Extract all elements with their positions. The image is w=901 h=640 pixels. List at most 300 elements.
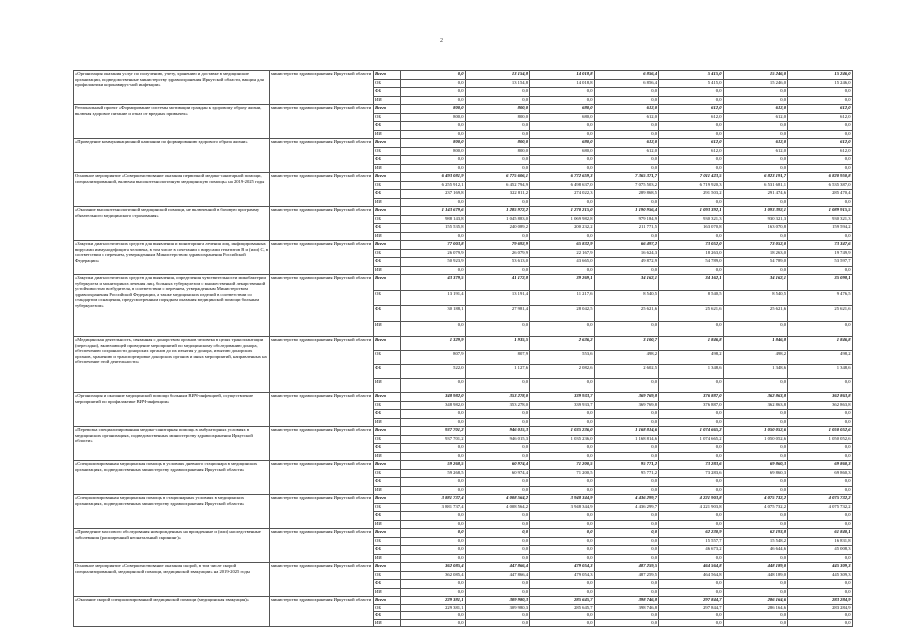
amount-cell: 0,0: [530, 122, 595, 131]
amount-cell: 13 154,8: [465, 79, 530, 88]
amount-cell: 0,0: [788, 164, 853, 173]
amount-cell: 1 935,5: [465, 337, 530, 351]
amount-cell: 69 860,3: [723, 461, 788, 470]
amount-cell: 612,0: [788, 105, 853, 114]
amount-cell: 0,0: [788, 156, 853, 165]
amount-cell: 612,0: [788, 139, 853, 148]
amount-cell: 0,0: [401, 156, 466, 165]
funding-source-cell: ИИ: [374, 379, 401, 393]
amount-cell: 0,0: [723, 554, 788, 563]
amount-cell: 800,0: [465, 139, 530, 148]
amount-cell: 0,0: [530, 266, 595, 275]
amount-cell: 285 470,4: [788, 190, 853, 199]
amount-cell: 0,0: [659, 486, 724, 495]
table-row: [74, 207, 853, 216]
amount-cell: 6 772 659,3: [530, 173, 595, 182]
amount-cell: 0,0: [530, 198, 595, 207]
amount-cell: 1 050 052,6: [723, 435, 788, 444]
amount-cell: 0,0: [659, 452, 724, 461]
amount-cell: 6 493 081,9: [401, 173, 466, 182]
amount-cell: 71 200,5: [530, 461, 595, 470]
amount-cell: 369 769,8: [594, 401, 659, 410]
amount-cell: 0,0: [401, 379, 466, 393]
amount-cell: 18 263,0: [723, 249, 788, 258]
amount-cell: 0,0: [788, 379, 853, 393]
amount-cell: 4 008 564,2: [465, 495, 530, 504]
amount-cell: 0,0: [465, 88, 530, 97]
funding-source-cell: ИИ: [374, 520, 401, 529]
amount-cell: 800,0: [401, 113, 466, 122]
amount-cell: 53 613,0: [465, 258, 530, 267]
amount-cell: 0,0: [788, 554, 853, 563]
amount-cell: 1 143 679,6: [401, 207, 466, 216]
amount-cell: 297 844,7: [659, 604, 724, 612]
amount-cell: 14 018,8: [530, 79, 595, 88]
amount-cell: 0,0: [659, 88, 724, 97]
table-row: [74, 461, 853, 470]
amount-cell: 362 863,8: [788, 401, 853, 410]
amount-cell: 8 540,5: [659, 290, 724, 306]
amount-cell: 612,0: [659, 147, 724, 156]
funding-source-cell: Всего: [374, 71, 401, 80]
amount-cell: 34 162,1: [659, 275, 724, 291]
executor-cell: министерство здравоохранения Иркутской области: [270, 597, 374, 627]
amount-cell: 487 259,5: [594, 571, 659, 580]
amount-cell: 285 645,7: [530, 597, 595, 605]
amount-cell: 0,0: [723, 418, 788, 427]
amount-cell: 0,0: [530, 537, 595, 546]
amount-cell: 0,0: [465, 486, 530, 495]
amount-cell: 1 050 052,6: [788, 427, 853, 436]
amount-cell: 0,0: [530, 478, 595, 487]
amount-cell: 0,0: [401, 619, 466, 627]
amount-cell: 77 003,8: [401, 241, 466, 250]
amount-cell: 612,0: [788, 113, 853, 122]
amount-cell: 16 831,8: [788, 537, 853, 546]
amount-cell: 69 860,3: [788, 469, 853, 478]
amount-cell: 73 347,6: [788, 241, 853, 250]
amount-cell: 0,0: [401, 122, 466, 131]
amount-cell: 0,0: [723, 130, 788, 139]
amount-cell: 0,0: [723, 379, 788, 393]
amount-cell: 0,0: [723, 232, 788, 241]
amount-cell: 612,0: [788, 147, 853, 156]
amount-cell: 0,0: [401, 444, 466, 453]
funding-source-cell: ФБ: [374, 88, 401, 97]
funding-source-cell: ИИ: [374, 619, 401, 627]
amount-cell: 309 980,3: [465, 604, 530, 612]
amount-cell: 0,0: [401, 588, 466, 597]
amount-cell: 0,0: [465, 321, 530, 337]
amount-cell: 73 052,0: [659, 241, 724, 250]
amount-cell: 447 866,4: [465, 571, 530, 580]
amount-cell: 27 981,4: [465, 306, 530, 322]
amount-cell: 240 089,2: [465, 224, 530, 233]
amount-cell: 0,0: [465, 529, 530, 538]
amount-cell: 937 701,2: [401, 435, 466, 444]
amount-cell: 0,0: [401, 529, 466, 538]
amount-cell: 0,0: [465, 198, 530, 207]
amount-cell: 286 164,6: [723, 604, 788, 612]
amount-cell: 498,2: [594, 351, 659, 365]
amount-cell: 0,0: [594, 452, 659, 461]
amount-cell: 1 168 814,6: [594, 427, 659, 436]
amount-cell: 800,0: [401, 139, 466, 148]
amount-cell: 0,0: [659, 122, 724, 131]
amount-cell: 0,0: [401, 130, 466, 139]
amount-cell: 8 540,5: [594, 290, 659, 306]
amount-cell: 0,0: [594, 266, 659, 275]
amount-cell: 25 621,6: [723, 306, 788, 322]
amount-cell: 487 259,5: [594, 563, 659, 572]
amount-cell: 0,0: [465, 156, 530, 165]
table-row: [74, 563, 853, 572]
amount-cell: 0,0: [465, 96, 530, 105]
amount-cell: 60 974,4: [465, 469, 530, 478]
funding-source-cell: Всего: [374, 427, 401, 436]
funding-source-cell: ФБ: [374, 478, 401, 487]
amount-cell: 0,0: [530, 612, 595, 620]
amount-cell: 2 636,2: [530, 337, 595, 351]
funding-table: [73, 70, 853, 627]
amount-cell: 0,0: [723, 198, 788, 207]
amount-cell: 362 085,4: [401, 571, 466, 580]
amount-cell: 807,9: [465, 351, 530, 365]
amount-cell: 612,0: [723, 105, 788, 114]
amount-cell: 362 085,4: [401, 563, 466, 572]
amount-cell: 0,0: [465, 619, 530, 627]
amount-cell: 0,0: [401, 198, 466, 207]
amount-cell: 274 022,3: [530, 190, 595, 199]
amount-cell: 362 863,8: [788, 393, 853, 402]
amount-cell: 946 015,3: [465, 427, 530, 436]
executor-cell: министерство здравоохранения Иркутской области: [270, 495, 374, 529]
amount-cell: 339 933,7: [530, 393, 595, 402]
amount-cell: 34 162,1: [723, 275, 788, 291]
amount-cell: 1 127,6: [465, 365, 530, 379]
table-row: [74, 427, 853, 436]
amount-cell: 60 974,4: [465, 461, 530, 470]
amount-cell: 25 621,6: [788, 306, 853, 322]
amount-cell: 445 309,3: [788, 571, 853, 580]
funding-source-cell: ОБ: [374, 571, 401, 580]
funding-source-cell: ФБ: [374, 612, 401, 620]
amount-cell: 0,0: [401, 71, 466, 80]
amount-cell: 0,0: [465, 478, 530, 487]
amount-cell: 0,0: [465, 512, 530, 521]
amount-cell: 2 602,5: [594, 365, 659, 379]
amount-cell: 30 188,1: [401, 306, 466, 322]
amount-cell: 612,0: [594, 113, 659, 122]
activity-name-cell: Основное мероприятие «Совершенствование оказания скорой, в том числе скорой специализированной, медицинской помощи, медицинской эвакуации» на 2019-2025 годы: [74, 563, 270, 597]
amount-cell: 0,0: [594, 130, 659, 139]
amount-cell: 0,0: [788, 418, 853, 427]
amount-cell: 4 221 903,8: [659, 495, 724, 504]
amount-cell: 0,0: [659, 512, 724, 521]
amount-cell: 0,0: [594, 612, 659, 620]
amount-cell: 800,0: [465, 105, 530, 114]
amount-cell: 54 789,0: [659, 258, 724, 267]
funding-source-cell: ФБ: [374, 122, 401, 131]
amount-cell: 6 856,4: [594, 79, 659, 88]
activity-name-cell: «Перевозка специализированная медико-санитарная помощь в амбулаторных условиях в медицинских организациях, подведомственных министерству здравоохранения Иркутской области»: [74, 427, 270, 461]
funding-source-cell: Всего: [374, 139, 401, 148]
amount-cell: 14 018,8: [530, 71, 595, 80]
amount-cell: 498,2: [659, 351, 724, 365]
funding-source-cell: ИИ: [374, 198, 401, 207]
activity-name-cell: «Закупки диагностических средств для выявления, определения чувствительности микобактерии туберкулеза и мониторинга лечения лиц, больных туберкулезом с множественной лекарственной устойчивостью возбудителя, в соответствии с перечнем, утвержденным Министерством здравоохранения Российской Федерации, а также медицинских изделий в соответствии со стандартом оснащения, предусмотренным порядком оказания медицинской помощи больным туберкулезом»: [74, 275, 270, 337]
amount-cell: 7 365 371,7: [594, 173, 659, 182]
amount-cell: 0,0: [530, 486, 595, 495]
amount-cell: 479 054,3: [530, 571, 595, 580]
amount-cell: 0,0: [659, 379, 724, 393]
amount-cell: 800,0: [465, 147, 530, 156]
funding-source-cell: ОБ: [374, 113, 401, 122]
amount-cell: 369 769,8: [594, 393, 659, 402]
amount-cell: 22 167,9: [530, 249, 595, 258]
amount-cell: 0,0: [594, 164, 659, 173]
amount-cell: 479 054,3: [530, 563, 595, 572]
amount-cell: 448 189,0: [723, 571, 788, 580]
amount-cell: 25 621,6: [659, 306, 724, 322]
amount-cell: 498,2: [723, 351, 788, 365]
amount-cell: 291 474,6: [723, 190, 788, 199]
funding-source-cell: ИИ: [374, 452, 401, 461]
amount-cell: 0,0: [530, 156, 595, 165]
activity-name-cell: «Организация и оказание медицинской помощи больным ВИЧ-инфекцией, осуществление мероприятий по профилактике ВИЧ-инфекции»: [74, 393, 270, 427]
amount-cell: 163 070,8: [659, 224, 724, 233]
amount-cell: 0,0: [530, 418, 595, 427]
amount-cell: 26 079,9: [465, 249, 530, 258]
amount-cell: 0,0: [594, 478, 659, 487]
activity-name-cell: «Организация оказания услуг по получению, учету, хранению и доставке в медицинские организации, подведомственные министерству здравоохранения Иркутской области, вакцин для профилактики коронавирус-ной инфекции»: [74, 71, 270, 105]
table-body: [74, 71, 853, 627]
amount-cell: 0,0: [465, 546, 530, 555]
amount-cell: 0,0: [530, 588, 595, 597]
amount-cell: 1 089 915,5: [788, 207, 853, 216]
amount-cell: 0,0: [788, 444, 853, 453]
amount-cell: 376 887,0: [659, 393, 724, 402]
amount-cell: 0,0: [788, 612, 853, 620]
amount-cell: 66 497,2: [594, 241, 659, 250]
amount-cell: 322 811,2: [465, 190, 530, 199]
amount-cell: 0,0: [594, 580, 659, 589]
funding-source-cell: ФБ: [374, 444, 401, 453]
amount-cell: 0,0: [659, 444, 724, 453]
amount-cell: 0,0: [530, 512, 595, 521]
amount-cell: 0,0: [594, 156, 659, 165]
amount-cell: 362 863,8: [723, 393, 788, 402]
amount-cell: 200 232,2: [530, 224, 595, 233]
amount-cell: 0,0: [659, 478, 724, 487]
amount-cell: 445 309,3: [788, 563, 853, 572]
table-row: [74, 241, 853, 250]
amount-cell: 612,0: [659, 113, 724, 122]
amount-cell: 807,9: [401, 351, 466, 365]
amount-cell: 0,0: [788, 130, 853, 139]
amount-cell: 0,0: [465, 418, 530, 427]
table-row: [74, 597, 853, 605]
amount-cell: 7 075 503,2: [594, 181, 659, 190]
amount-cell: 0,0: [530, 321, 595, 337]
amount-cell: 1 069 982,8: [530, 215, 595, 224]
funding-source-cell: ИИ: [374, 164, 401, 173]
amount-cell: 95 771,2: [594, 461, 659, 470]
funding-source-cell: Всего: [374, 275, 401, 291]
amount-cell: 0,0: [594, 529, 659, 538]
amount-cell: 0,0: [788, 520, 853, 529]
amount-cell: 28 042,5: [530, 306, 595, 322]
table-row: [74, 529, 853, 538]
amount-cell: 13 191,4: [401, 290, 466, 306]
amount-cell: 376 887,0: [659, 401, 724, 410]
amount-cell: 53 597,7: [788, 258, 853, 267]
activity-name-cell: «Проведение коммуникационной кампании по формированию здорового образа жизни»: [74, 139, 270, 173]
funding-source-cell: ФБ: [374, 365, 401, 379]
amount-cell: 1 035 236,0: [530, 435, 595, 444]
amount-cell: 59 268,5: [401, 461, 466, 470]
amount-cell: 0,0: [465, 130, 530, 139]
amount-cell: 0,0: [594, 554, 659, 563]
amount-cell: 0,0: [594, 410, 659, 419]
executor-cell: министерство здравоохранения Иркутской области: [270, 207, 374, 241]
funding-source-cell: ОБ: [374, 469, 401, 478]
amount-cell: 0,0: [788, 619, 853, 627]
amount-cell: 0,0: [530, 546, 595, 555]
amount-cell: 0,0: [465, 554, 530, 563]
amount-cell: 464 564,8: [659, 571, 724, 580]
amount-cell: 0,0: [401, 612, 466, 620]
funding-source-cell: ОБ: [374, 604, 401, 612]
amount-cell: 0,0: [723, 520, 788, 529]
amount-cell: 25 621,6: [594, 306, 659, 322]
activity-name-cell: «Специализированная медицинская помощь в стационарных условиях в медицинских организациях, подведомственных министерству здравоохранения Иркутской области»: [74, 495, 270, 529]
funding-source-cell: Всего: [374, 173, 401, 182]
amount-cell: 49 872,9: [594, 258, 659, 267]
funding-source-cell: ОБ: [374, 503, 401, 512]
amount-cell: 7 011 423,5: [659, 173, 724, 182]
amount-cell: 612,0: [723, 139, 788, 148]
amount-cell: 309 980,3: [465, 597, 530, 605]
amount-cell: 0,0: [659, 588, 724, 597]
amount-cell: 1 074 665,2: [659, 435, 724, 444]
amount-cell: 0,0: [788, 512, 853, 521]
amount-cell: 0,0: [723, 122, 788, 131]
amount-cell: 155 535,8: [401, 224, 466, 233]
amount-cell: 0,0: [723, 321, 788, 337]
amount-cell: 15 557,7: [659, 537, 724, 546]
funding-source-cell: ОБ: [374, 79, 401, 88]
amount-cell: 6 775 606,1: [465, 173, 530, 182]
funding-source-cell: ИИ: [374, 130, 401, 139]
amount-cell: 3 881 737,4: [401, 495, 466, 504]
amount-cell: 3 948 344,9: [530, 495, 595, 504]
amount-cell: 612,0: [659, 105, 724, 114]
executor-cell: министерство здравоохранения Иркутской области: [270, 563, 374, 597]
funding-source-cell: Всего: [374, 105, 401, 114]
amount-cell: 6 452 794,9: [465, 181, 530, 190]
amount-cell: 159 594,2: [788, 224, 853, 233]
amount-cell: 0,0: [594, 546, 659, 555]
amount-cell: 988 143,8: [401, 215, 466, 224]
amount-cell: 448 189,0: [723, 563, 788, 572]
amount-cell: 0,0: [401, 164, 466, 173]
amount-cell: 8 540,5: [723, 290, 788, 306]
funding-source-cell: ИИ: [374, 588, 401, 597]
amount-cell: 612,0: [594, 105, 659, 114]
amount-cell: 79 692,9: [465, 241, 530, 250]
amount-cell: 13 154,8: [465, 71, 530, 80]
amount-cell: 0,0: [723, 619, 788, 627]
amount-cell: 0,0: [723, 156, 788, 165]
amount-cell: 1 348,6: [659, 365, 724, 379]
amount-cell: 0,0: [401, 580, 466, 589]
table-row: [74, 393, 853, 402]
executor-cell: министерство здравоохранения Иркутской области: [270, 139, 374, 173]
amount-cell: 0,0: [401, 520, 466, 529]
amount-cell: 353 278,0: [465, 393, 530, 402]
amount-cell: 0,0: [723, 612, 788, 620]
table-row: [74, 173, 853, 182]
amount-cell: 937 701,2: [401, 427, 466, 436]
amount-cell: 0,0: [401, 546, 466, 555]
amount-cell: 6 823 191,7: [723, 173, 788, 182]
amount-cell: 398 746,8: [594, 597, 659, 605]
amount-cell: 73 052,0: [723, 241, 788, 250]
amount-cell: 0,0: [530, 379, 595, 393]
amount-cell: 348 982,0: [401, 393, 466, 402]
amount-cell: 0,0: [788, 588, 853, 597]
amount-cell: 0,0: [659, 580, 724, 589]
amount-cell: 362 863,8: [723, 401, 788, 410]
funding-source-cell: Всего: [374, 529, 401, 538]
funding-source-cell: ИИ: [374, 96, 401, 105]
amount-cell: 45 008,3: [788, 546, 853, 555]
amount-cell: 0,0: [659, 266, 724, 275]
amount-cell: 0,0: [788, 410, 853, 419]
amount-cell: 0,0: [659, 520, 724, 529]
amount-cell: 353 278,0: [465, 401, 530, 410]
amount-cell: 4 221 903,8: [659, 503, 724, 512]
amount-cell: 1 348,6: [788, 365, 853, 379]
amount-cell: 0,0: [401, 486, 466, 495]
amount-cell: 229 381,1: [401, 604, 466, 612]
amount-cell: 612,0: [659, 139, 724, 148]
amount-cell: 3 100,7: [594, 337, 659, 351]
amount-cell: 39 269,1: [530, 275, 595, 291]
funding-source-cell: ОБ: [374, 181, 401, 190]
amount-cell: 0,0: [530, 580, 595, 589]
funding-source-cell: ИИ: [374, 418, 401, 427]
amount-cell: 62 193,8: [723, 529, 788, 538]
amount-cell: 0,0: [659, 232, 724, 241]
amount-cell: 15 246,0: [788, 79, 853, 88]
amount-cell: 46 673,2: [659, 546, 724, 555]
activity-name-cell: «Медицинская деятельность, связанная с донорством органов человека в целях трансплантации (пересадки), включающей проведение мероприятий по медицинскому обследованию донора, обеспечению сохранности донорских органов до их изъятия у донора, изъятию донорских органов, хранению и транспортировке донорских органов и иных мероприятий, направленных на обеспечение этой деятельности»: [74, 337, 270, 393]
amount-cell: 0,0: [530, 554, 595, 563]
amount-cell: 0,0: [594, 444, 659, 453]
funding-source-cell: ОБ: [374, 401, 401, 410]
amount-cell: 5 415,0: [659, 79, 724, 88]
activity-name-cell: «Закупки диагностических средств для выявления и мониторинга лечения лиц, инфицированных вирусами иммунодефицита человека, в том числе в сочетании с вирусами гепатитов В и (или) С, в соответствии с перечнем, утвержденным Министерством здравоохранения Российской Федерации»: [74, 241, 270, 275]
funding-source-cell: Всего: [374, 495, 401, 504]
amount-cell: 69 860,3: [788, 461, 853, 470]
amount-cell: 464 564,8: [659, 563, 724, 572]
amount-cell: 237 169,8: [401, 190, 466, 199]
amount-cell: 283 284,9: [788, 597, 853, 605]
amount-cell: 61 840,1: [788, 529, 853, 538]
amount-cell: 0,0: [465, 379, 530, 393]
